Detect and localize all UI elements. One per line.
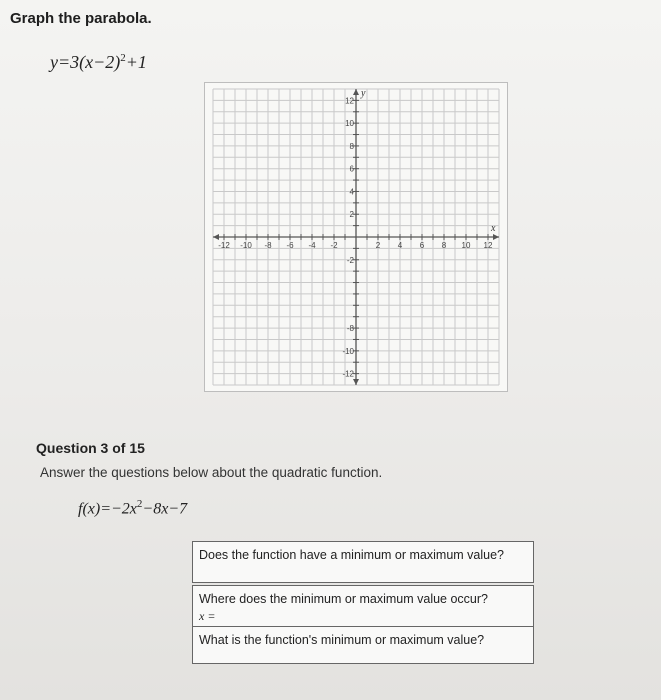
question-header: Question 3 of 15 (36, 440, 145, 456)
question-instruction: Answer the questions below about the quadratic function. (40, 465, 383, 480)
eq1-tail: +1 (125, 52, 147, 72)
x-answer-input[interactable]: x = (199, 609, 216, 623)
coordinate-grid[interactable] (205, 83, 507, 391)
value-question-box[interactable] (192, 626, 534, 664)
location-question: Where does the minimum or maximum value occur? (199, 592, 488, 606)
y-tick-label: -10 (342, 346, 354, 356)
x-tick-label: 10 (461, 241, 471, 250)
y-axis-arrow-up (353, 89, 359, 95)
y-tick-label: 10 (345, 119, 354, 129)
eq1-lhs: y=3 (50, 52, 80, 72)
parabola-equation (50, 52, 147, 73)
graph-panel[interactable] (204, 82, 508, 392)
y-axis-arrow-down (353, 379, 359, 385)
x-tick-label: -12 (218, 241, 230, 250)
x-tick-label: -8 (264, 241, 272, 250)
eq2-exponent: 2 (136, 498, 143, 510)
min-max-question-box[interactable] (192, 541, 534, 583)
x-tick-label: -6 (286, 241, 294, 250)
value-question: What is the function's minimum or maximum value? (199, 633, 485, 647)
quadratic-function (78, 498, 187, 518)
x-tick-label: 2 (375, 241, 381, 250)
x-tick-label: 4 (397, 241, 403, 250)
y-tick-label: 6 (349, 164, 354, 174)
eq1-base: (x−2) (79, 52, 121, 72)
y-tick-label: -12 (342, 369, 354, 379)
location-question-box[interactable] (192, 585, 534, 627)
y-axis-label: y (361, 88, 366, 99)
y-tick-label: 2 (349, 210, 354, 220)
x-tick-label: -2 (330, 241, 338, 250)
x-axis-label: x (491, 223, 496, 234)
x-axis-arrow-right (493, 234, 499, 240)
x-tick-label: -4 (308, 241, 316, 250)
page-title: Graph the parabola. (10, 10, 152, 27)
y-tick-label: 8 (349, 141, 354, 151)
y-tick-label: -8 (346, 324, 354, 334)
eq1-exponent: 2 (120, 52, 126, 64)
x-axis-arrow-left (213, 234, 219, 240)
x-tick-label: -10 (240, 241, 252, 250)
y-tick-label: 12 (345, 96, 354, 106)
x-tick-label: 8 (441, 241, 447, 250)
eq2-lhs: f(x)=−2x (78, 500, 137, 518)
x-tick-label: 12 (483, 241, 493, 250)
eq2-tail: −8x−7 (142, 500, 188, 518)
y-tick-label: -2 (346, 255, 354, 265)
x-tick-label: 6 (419, 241, 425, 250)
axes (213, 89, 499, 385)
min-max-question: Does the function have a minimum or maximum value? (199, 548, 504, 562)
y-tick-label: 4 (349, 187, 354, 197)
